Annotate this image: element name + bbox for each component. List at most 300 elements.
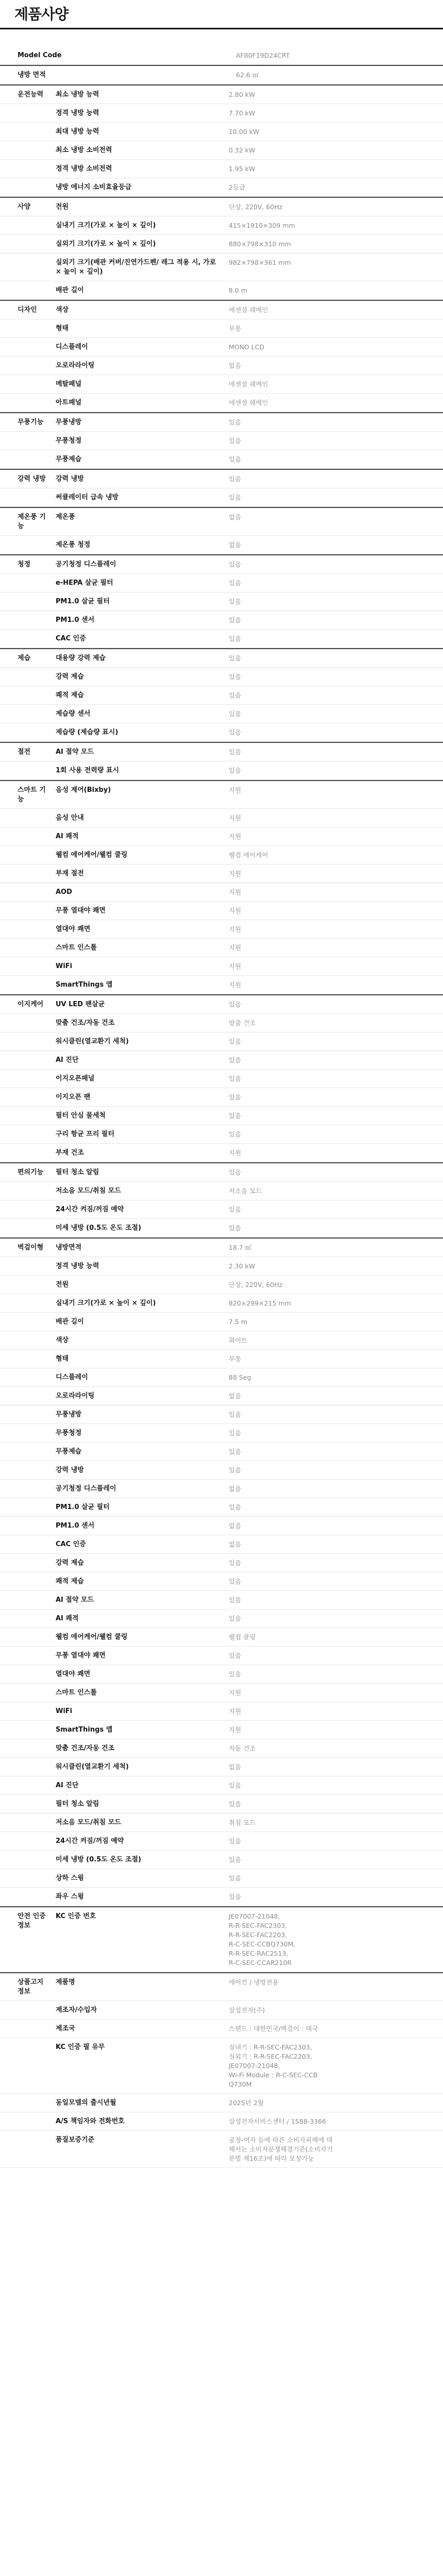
spec-value: 있음 <box>229 748 242 756</box>
spec-value: 지원 <box>229 981 242 989</box>
spec-category: 강력 냉방 <box>18 475 46 483</box>
spec-category: 냉방 면적 <box>18 71 46 79</box>
spec-value: 지원 <box>229 833 242 840</box>
spec-row <box>0 1832 443 1851</box>
spec-category <box>0 761 48 770</box>
spec-value: 820×299×215 mm <box>229 1299 291 1307</box>
spec-label: 전원 <box>56 1281 69 1289</box>
spec-row <box>0 1387 443 1405</box>
spec-label: 강력 제습 <box>56 673 84 681</box>
spec-value: 18.7 ㎡ <box>229 1244 252 1251</box>
spec-label: AI 절약 모드 <box>56 1596 94 1604</box>
spec-row <box>0 1739 443 1758</box>
spec-value: JE07007-21048, R-R-SEC-FAC2303, R-R-SEC-FAC2203, R-C-SEC-CCBQ730M, R-R-SEC-RAC2513, R-C-SEC-CCAR210R <box>229 1912 296 1967</box>
spec-label: 제조자/수입자 <box>56 2006 97 2014</box>
spec-category <box>0 1405 48 1414</box>
spec-category <box>0 1535 48 1544</box>
spec-label: 부재 절전 <box>56 870 84 877</box>
spec-label: 실내기 크기(가로 × 높이 × 깊이) <box>56 1299 156 1307</box>
spec-category <box>0 1088 48 1097</box>
spec-category <box>0 2001 48 2010</box>
spec-label: 필터 청소 알림 <box>56 1168 99 1176</box>
spec-label: 대용량 강력 제습 <box>56 654 106 662</box>
spec-label: 이지오픈 팬 <box>56 1093 91 1101</box>
spec-row <box>0 827 443 846</box>
spec-row <box>0 668 443 686</box>
spec-category: 청정 <box>18 561 31 568</box>
spec-row <box>0 1795 443 1814</box>
spec-row <box>0 2001 443 2020</box>
spec-value: 있음 <box>229 1837 242 1845</box>
spec-row <box>0 723 443 742</box>
spec-row <box>0 1628 443 1647</box>
spec-value: 2등급 <box>229 183 246 191</box>
spec-category <box>0 235 48 244</box>
spec-row <box>0 84 443 104</box>
spec-label: 무풍제습 <box>56 455 82 463</box>
spec-value: 있음 <box>229 1075 242 1082</box>
spec-value: 있음 <box>229 1112 242 1120</box>
spec-value: 지원 <box>229 944 242 952</box>
spec-row <box>0 920 443 939</box>
spec-row <box>0 357 443 375</box>
spec-value: 8.0 m <box>229 286 248 294</box>
spec-category <box>0 1350 48 1359</box>
spec-label: 무풍청정 <box>56 437 82 445</box>
spec-row <box>0 1294 443 1313</box>
spec-category <box>0 1554 48 1563</box>
spec-row <box>0 1888 443 1906</box>
spec-label: 무풍청정 <box>56 1429 82 1437</box>
spec-value: 있음 <box>229 1578 242 1585</box>
spec-label: 제습량 센서 <box>56 710 91 718</box>
spec-label: CAC 인증 <box>56 1540 86 1548</box>
spec-category <box>0 123 48 131</box>
spec-row <box>0 338 443 357</box>
spec-category <box>0 939 48 947</box>
spec-label: PM1.0 센서 <box>56 1522 95 1530</box>
spec-label: AI 쾌적 <box>56 833 79 840</box>
spec-category: 편의기능 <box>18 1168 44 1176</box>
spec-label: 맞춤 건조/자동 건조 <box>56 1744 115 1752</box>
spec-value: 있음 <box>229 1001 242 1008</box>
spec-label: 24시간 켜짐/꺼짐 예약 <box>56 1206 124 1213</box>
spec-label: 배관 길이 <box>56 286 84 294</box>
spec-label: 공기청정 디스플레이 <box>56 561 116 568</box>
spec-category <box>0 1628 48 1637</box>
spec-value: 에어컨 / 냉방전용 <box>229 1978 279 1986</box>
spec-value: 지원 <box>229 1689 242 1697</box>
spec-row <box>0 46 443 65</box>
spec-label: 무풍냉방 <box>56 418 82 426</box>
spec-value: MONO LCD <box>229 343 265 351</box>
spec-row <box>0 1684 443 1702</box>
spec-row <box>0 1461 443 1480</box>
spec-label: 제품명 <box>56 1978 75 1986</box>
spec-value: 7.5 m <box>229 1318 248 1326</box>
spec-row <box>0 1591 443 1609</box>
spec-category <box>0 1443 48 1451</box>
spec-label: 디스플레이 <box>56 343 88 351</box>
spec-row <box>0 1368 443 1387</box>
spec-value: 지원 <box>229 870 242 877</box>
spec-row <box>0 469 443 488</box>
spec-label: SmartThings 앱 <box>56 1726 113 1734</box>
spec-label: AI 절약 모드 <box>56 748 94 756</box>
title-divider <box>0 28 443 29</box>
spec-value: 있음 <box>229 767 242 774</box>
spec-category <box>0 1480 48 1488</box>
spec-category <box>0 141 48 150</box>
spec-value: 있음 <box>229 1429 242 1437</box>
spec-category <box>0 1387 48 1396</box>
spec-category <box>0 957 48 966</box>
spec-value: 지원 <box>229 1707 242 1715</box>
spec-row <box>0 2020 443 2038</box>
spec-label: 필터 안심 물세척 <box>56 1112 106 1120</box>
spec-value: 0.32 kW <box>229 146 255 154</box>
spec-category <box>0 1795 48 1804</box>
spec-category <box>0 1869 48 1878</box>
spec-label: UV LED 팬살균 <box>56 1001 105 1008</box>
spec-category: 제온풍 기능 <box>18 513 46 530</box>
spec-category <box>0 1721 48 1730</box>
spec-label: 24시간 켜짐/꺼짐 예약 <box>56 1837 124 1845</box>
spec-category <box>0 1200 48 1209</box>
spec-value: 있음 <box>229 1615 242 1622</box>
spec-category <box>0 2020 48 2028</box>
spec-label: 제조국 <box>56 2025 75 2032</box>
spec-category <box>0 1070 48 1078</box>
spec-category <box>0 1107 48 1115</box>
spec-row <box>0 281 443 300</box>
spec-category <box>0 1219 48 1228</box>
spec-category: 운전능력 <box>18 91 44 98</box>
spec-value: 있음 <box>229 1411 242 1418</box>
spec-row <box>0 507 443 536</box>
spec-row <box>0 1070 443 1088</box>
spec-value: 지원 <box>229 888 242 896</box>
spec-row <box>0 865 443 883</box>
spec-value: 에센셜 쉐메인 <box>229 399 268 406</box>
spec-label: 배관 길이 <box>56 1318 84 1326</box>
spec-category <box>0 1758 48 1767</box>
spec-category <box>0 1591 48 1600</box>
spec-category <box>0 432 48 440</box>
spec-row <box>0 883 443 902</box>
spec-category <box>0 2131 48 2140</box>
spec-category: 디자인 <box>18 306 37 314</box>
spec-row <box>0 1609 443 1628</box>
spec-category <box>0 827 48 836</box>
spec-label: 형태 <box>56 325 69 332</box>
spec-row <box>0 648 443 668</box>
spec-row <box>0 1869 443 1888</box>
spec-category <box>0 2094 48 2103</box>
spec-category: 벽걸이형 <box>18 1244 44 1251</box>
spec-category <box>0 450 48 459</box>
spec-value: 스탠드 : 대한민국/벽걸이 : 태국 <box>229 2025 318 2032</box>
spec-value: 있음 <box>229 1670 242 1678</box>
spec-label: 필터 청소 알림 <box>56 1800 99 1808</box>
spec-value: 지원 <box>229 962 242 970</box>
spec-category <box>0 160 48 168</box>
spec-row <box>0 432 443 450</box>
spec-value: 있음 <box>229 1874 242 1882</box>
spec-row <box>0 2094 443 2112</box>
spec-row <box>0 1144 443 1162</box>
spec-row <box>0 65 443 84</box>
spec-row <box>0 197 443 216</box>
spec-row <box>0 957 443 976</box>
spec-value: AF80F19D24CRT <box>236 52 290 59</box>
spec-label: 전원 <box>56 203 69 211</box>
spec-label: 정격 냉방 능력 <box>56 109 99 117</box>
spec-label: 구리 항균 프리 필터 <box>56 1130 115 1138</box>
spec-row <box>0 1647 443 1665</box>
spec-row <box>0 1906 443 1972</box>
spec-value: 지원 <box>229 814 242 822</box>
spec-label: 웰컴 에어케어/웰컴 쿨링 <box>56 851 128 859</box>
spec-label: SmartThings 앱 <box>56 981 113 989</box>
spec-value: 있음 <box>229 654 242 662</box>
spec-value: 있음 <box>229 1596 242 1604</box>
spec-label: 실외기 크기(배관 커버/진연가드펜/ 레그 적용 시, 가로 × 높이 × 깊이) <box>56 259 216 276</box>
spec-row <box>0 1162 443 1182</box>
spec-label: 쾌적 제습 <box>56 691 84 699</box>
spec-label: 미세 냉방 (0.5도 온도 조절) <box>56 1856 142 1863</box>
spec-label: 색상 <box>56 306 69 314</box>
spec-row <box>0 1182 443 1200</box>
spec-category <box>0 1851 48 1859</box>
spec-value: 단상, 220V, 60Hz <box>229 1281 283 1289</box>
spec-value: 있음 <box>229 494 242 501</box>
spec-category <box>0 883 48 892</box>
spec-category <box>0 1294 48 1303</box>
spec-category <box>0 809 48 818</box>
spec-category <box>0 1498 48 1507</box>
spec-row <box>0 554 443 574</box>
spec-row <box>0 394 443 412</box>
spec-label: 공기청정 디스플레이 <box>56 1485 116 1493</box>
spec-label: 품질보증기준 <box>56 2136 95 2144</box>
spec-value: 없음 <box>229 1485 242 1493</box>
spec-label: 스마트 인스톨 <box>56 1689 97 1697</box>
spec-value: 있음 <box>229 1206 242 1213</box>
spec-value: 있음 <box>229 691 242 699</box>
spec-category: 사양 <box>18 203 31 211</box>
spec-label: AI 쾌적 <box>56 1615 79 1622</box>
spec-category <box>0 1739 48 1748</box>
spec-row <box>0 1424 443 1443</box>
page-title: 제품사양 <box>14 6 69 23</box>
spec-value: 없음 <box>229 1763 242 1771</box>
spec-row <box>0 1257 443 1276</box>
spec-label: 1회 사용 전력량 표시 <box>56 767 120 774</box>
spec-value: 있음 <box>229 728 242 736</box>
spec-category <box>0 1702 48 1711</box>
spec-value: 있음 <box>229 1856 242 1863</box>
spec-value: 있음 <box>229 1448 242 1455</box>
spec-value: 지원 <box>229 1149 242 1157</box>
spec-row <box>0 1405 443 1424</box>
spec-label: 최대 냉방 능력 <box>56 128 99 135</box>
spec-value: 자동 건조 <box>229 1744 256 1752</box>
spec-category <box>0 1517 48 1526</box>
spec-row <box>0 1238 443 1257</box>
spec-category <box>0 1461 48 1470</box>
spec-category <box>0 1684 48 1692</box>
spec-category <box>0 574 48 583</box>
spec-category <box>0 2038 48 2047</box>
spec-label <box>110 66 228 75</box>
spec-row <box>0 1814 443 1832</box>
spec-value: 415×1910×309 mm <box>229 222 295 229</box>
spec-label: 최소 냉방 능력 <box>56 91 99 98</box>
spec-value: 있음 <box>229 1652 242 1659</box>
spec-label: 무풍제습 <box>56 1448 82 1455</box>
spec-value: 있음 <box>229 1782 242 1789</box>
spec-category <box>0 1331 48 1340</box>
spec-category: 무풍기능 <box>18 418 44 426</box>
spec-value: 있음 <box>229 455 242 463</box>
spec-category <box>0 1647 48 1655</box>
spec-category <box>0 976 48 985</box>
spec-category <box>0 1257 48 1266</box>
spec-category <box>0 920 48 929</box>
spec-value: 있음 <box>229 437 242 445</box>
spec-category <box>0 281 48 290</box>
spec-category <box>0 1014 48 1023</box>
spec-category <box>0 357 48 365</box>
spec-row <box>0 216 443 235</box>
spec-row <box>0 123 443 141</box>
spec-value: 지원 <box>229 786 242 794</box>
spec-category: 이지케어 <box>18 1001 44 1008</box>
spec-value: 있음 <box>229 418 242 426</box>
spec-label: 형태 <box>56 1355 69 1363</box>
spec-value: 있음 <box>229 1056 242 1064</box>
spec-label: 써큘레이터 급속 냉방 <box>56 494 119 501</box>
spec-value: 삼성전자서비스센터 / 1588-3366 <box>229 2117 326 2125</box>
spec-value: 무풍 <box>229 1355 242 1363</box>
spec-row <box>0 2112 443 2131</box>
spec-value: 2025년 2월 <box>229 2099 264 2107</box>
spec-category <box>0 723 48 732</box>
spec-value: 있음 <box>229 1224 242 1232</box>
spec-row <box>0 902 443 920</box>
spec-row <box>0 742 443 761</box>
spec-label: 강력 제습 <box>56 1559 84 1567</box>
spec-value: 88 Seg <box>229 1374 251 1381</box>
spec-value: 맞춤 건조 <box>229 1019 256 1027</box>
spec-label: 쾌적 제습 <box>56 1578 84 1585</box>
spec-row <box>0 1200 443 1219</box>
spec-label: PM1.0 살균 필터 <box>56 1503 110 1511</box>
spec-value: 1.95 kW <box>229 165 255 173</box>
spec-label: WiFi <box>56 1707 73 1715</box>
spec-category <box>0 1144 48 1153</box>
spec-value: 지원 <box>229 1726 242 1734</box>
spec-category <box>0 1276 48 1284</box>
spec-row <box>0 1276 443 1294</box>
spec-value: 실내기 : R-R-SEC-FAC2303, 실외기 : R-R-SEC-FAC2203, JE07007-21048, Wi-Fi Module : R-C-SEC-CCB Q730M <box>229 2043 318 2088</box>
spec-label: 저소음 모드/취침 모드 <box>56 1819 121 1826</box>
spec-label: AOD <box>56 888 72 896</box>
spec-row <box>0 1125 443 1144</box>
spec-label: 부재 건조 <box>56 1149 84 1157</box>
spec-label: 최소 냉방 소비전력 <box>56 146 112 154</box>
spec-category <box>0 611 48 620</box>
spec-value: 2.30 kW <box>229 1262 255 1270</box>
spec-row <box>0 536 443 554</box>
spec-label: 미세 냉방 (0.5도 온도 조절) <box>56 1224 142 1232</box>
spec-value: 있음 <box>229 673 242 681</box>
spec-value: 단상, 220V, 60Hz <box>229 203 283 211</box>
spec-table <box>0 46 443 2168</box>
spec-category <box>0 1368 48 1377</box>
spec-label: 오로라라이팅 <box>56 1392 95 1400</box>
spec-category <box>0 104 48 113</box>
spec-value: 없음 <box>229 1522 242 1530</box>
spec-category: 상품고지정보 <box>18 1978 44 1995</box>
spec-value: 있음 <box>229 1893 242 1901</box>
spec-category <box>0 319 48 328</box>
spec-row <box>0 846 443 865</box>
spec-value: 취침 모드 <box>229 1819 256 1826</box>
spec-value: 880×798×310 mm <box>229 240 291 248</box>
spec-category <box>0 178 48 187</box>
spec-row <box>0 2038 443 2094</box>
spec-value: 있음 <box>229 561 242 568</box>
spec-row <box>0 1758 443 1776</box>
spec-value: 삼성전자(주) <box>229 2006 265 2014</box>
spec-value: 있음 <box>229 1168 242 1176</box>
spec-category <box>0 1424 48 1433</box>
spec-label: WiFi <box>56 962 73 970</box>
spec-category <box>0 902 48 910</box>
spec-value: 있음 <box>229 598 242 605</box>
spec-label: 음성 안내 <box>56 814 84 822</box>
spec-category <box>0 846 48 855</box>
spec-row <box>0 1219 443 1238</box>
spec-row <box>0 1498 443 1517</box>
spec-label: 강력 냉방 <box>56 475 84 483</box>
spec-row <box>0 1972 443 2001</box>
spec-row <box>0 686 443 705</box>
spec-category <box>0 630 48 638</box>
spec-value: 웰컴 쿨링 <box>229 1633 256 1641</box>
spec-value: 공정-여자 등에 따른 소비자피해에 대 해서는 소비자분쟁해결기준(소비자기 본법 제16조)에 따라 보상가능 <box>229 2136 333 2162</box>
spec-value: 2.80 kW <box>229 91 255 98</box>
spec-value: 있음 <box>229 1559 242 1567</box>
spec-value: 에센셜 쉐메인 <box>229 306 268 314</box>
spec-row <box>0 450 443 469</box>
spec-category: 제습 <box>18 654 31 662</box>
spec-row <box>0 1014 443 1032</box>
spec-label: 워시클린(열교환기 세척) <box>56 1038 129 1045</box>
spec-category: 스마트 기능 <box>18 786 46 803</box>
spec-category <box>0 488 48 497</box>
spec-label: PM1.0 살균 필터 <box>56 598 110 605</box>
spec-value: 62.6 ㎡ <box>236 71 259 79</box>
spec-value: 있음 <box>229 475 242 483</box>
spec-category: 안전 인증 정보 <box>18 1912 46 1929</box>
spec-row <box>0 1702 443 1721</box>
spec-label: 냉방면적 <box>56 1244 82 1251</box>
spec-label: 냉방 에너지 소비효율등급 <box>56 183 132 191</box>
spec-value: 있음 <box>229 1038 242 1045</box>
